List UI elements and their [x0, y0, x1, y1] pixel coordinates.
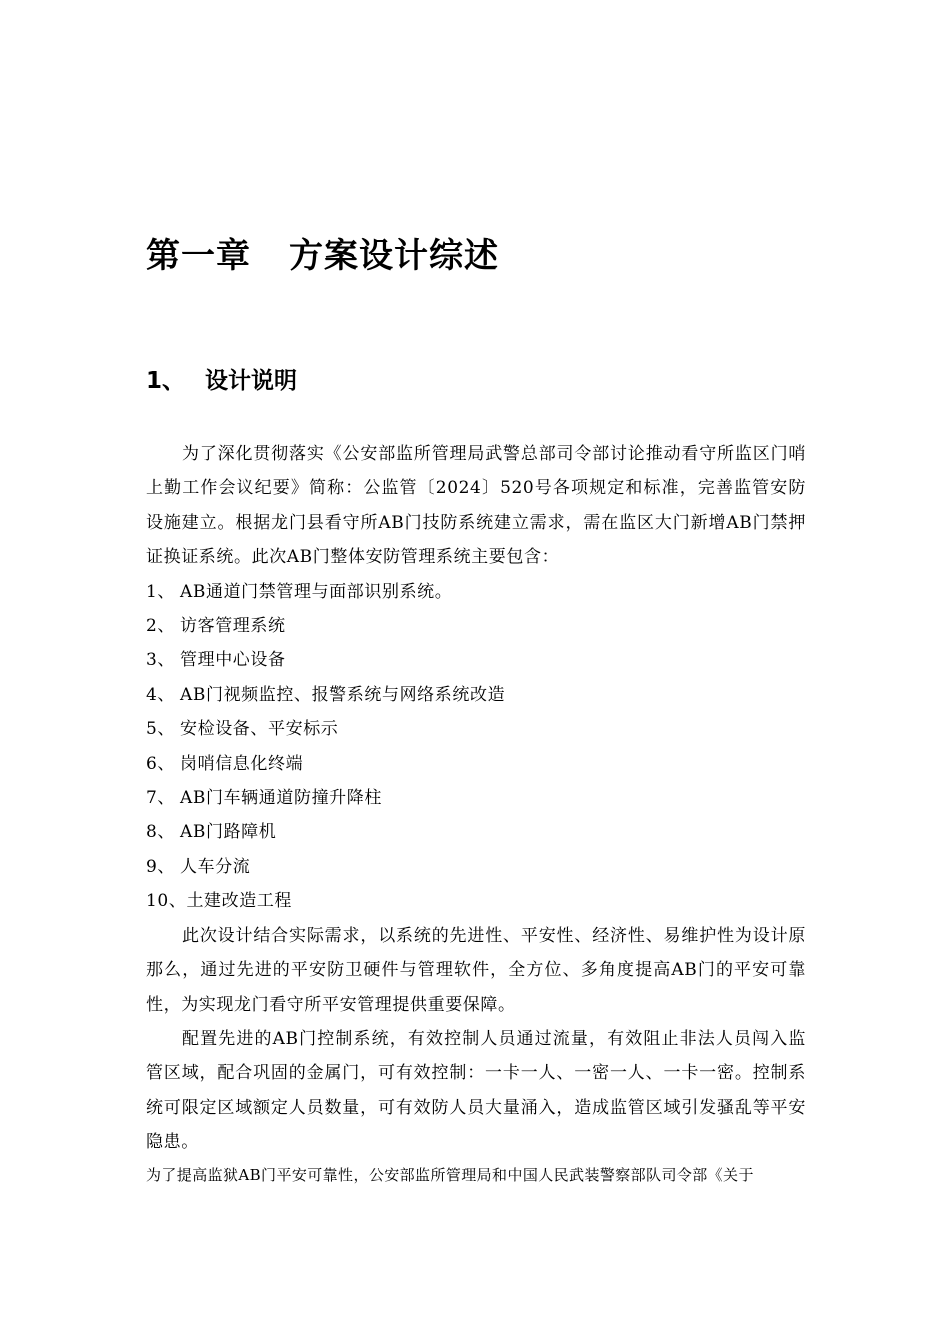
list-item: 5、 安检设备、平安标示: [146, 719, 339, 740]
list-item: 7、 AB门车辆通道防撞升降柱: [146, 788, 382, 809]
list-item: 9、 人车分流: [146, 856, 251, 877]
control-system-paragraph: 配置先进的AB门控制系统，有效控制人员通过流量，有效阻止非法人员闯入监管区域，配合巩固的金属门，可有效控制：一卡一人、一密一人、一卡一密。控制系统可限定区域额定人员数量，可有效防人员大量涌入，造成监管区域引发骚乱等平安隐患。: [146, 1028, 806, 1153]
list-item: 6、 岗哨信息化终端: [146, 753, 304, 774]
intro-paragraph: 为了深化贯彻落实《公安部监所管理局武警总部司令部讨论推动看守所监区门哨上勤工作会议纪要》简称：公监管〔2024〕520号各项规定和标准，完善监管安防设施建立。根据龙门县看守所AB门技防系统建立需求，需在监区大门新增AB门禁押证换证系统。此次AB门整体安防管理系统主要包含：: [146, 444, 806, 568]
section-number: 1、: [146, 368, 186, 394]
list-item: 3、 管理中心设备: [146, 650, 286, 671]
list-item: 10、土建改造工程: [146, 891, 293, 912]
list-item: 4、 AB门视频监控、报警系统与网络系统改造: [146, 684, 506, 705]
list-item: 8、 AB门路障机: [146, 822, 277, 843]
closing-paragraph-fragment: 为了提高监狱AB门平安可靠性，公安部监所管理局和中国人民武装警察部队司令部《关于: [146, 1165, 754, 1184]
section-heading: [146, 362, 297, 395]
body-text: [146, 437, 806, 1190]
list-item: 1、 AB通道门禁管理与面部识别系统。: [146, 581, 453, 602]
section-title-text: 设计说明: [205, 368, 298, 394]
chapter-number: 第一章: [146, 236, 251, 276]
chapter-heading: [146, 228, 499, 277]
design-principle-paragraph: 此次设计结合实际需求，以系统的先进性、平安性、经济性、易维护性为设计原那么，通过先进的平安防卫硬件与管理软件，全方位、多角度提高AB门的平安可靠性，为实现龙门看守所平安管理提供重要保障。: [146, 925, 806, 1015]
chapter-title-text: 方案设计综述: [289, 236, 499, 276]
list-item: 2、 访客管理系统: [146, 616, 286, 637]
system-list: [146, 575, 806, 919]
